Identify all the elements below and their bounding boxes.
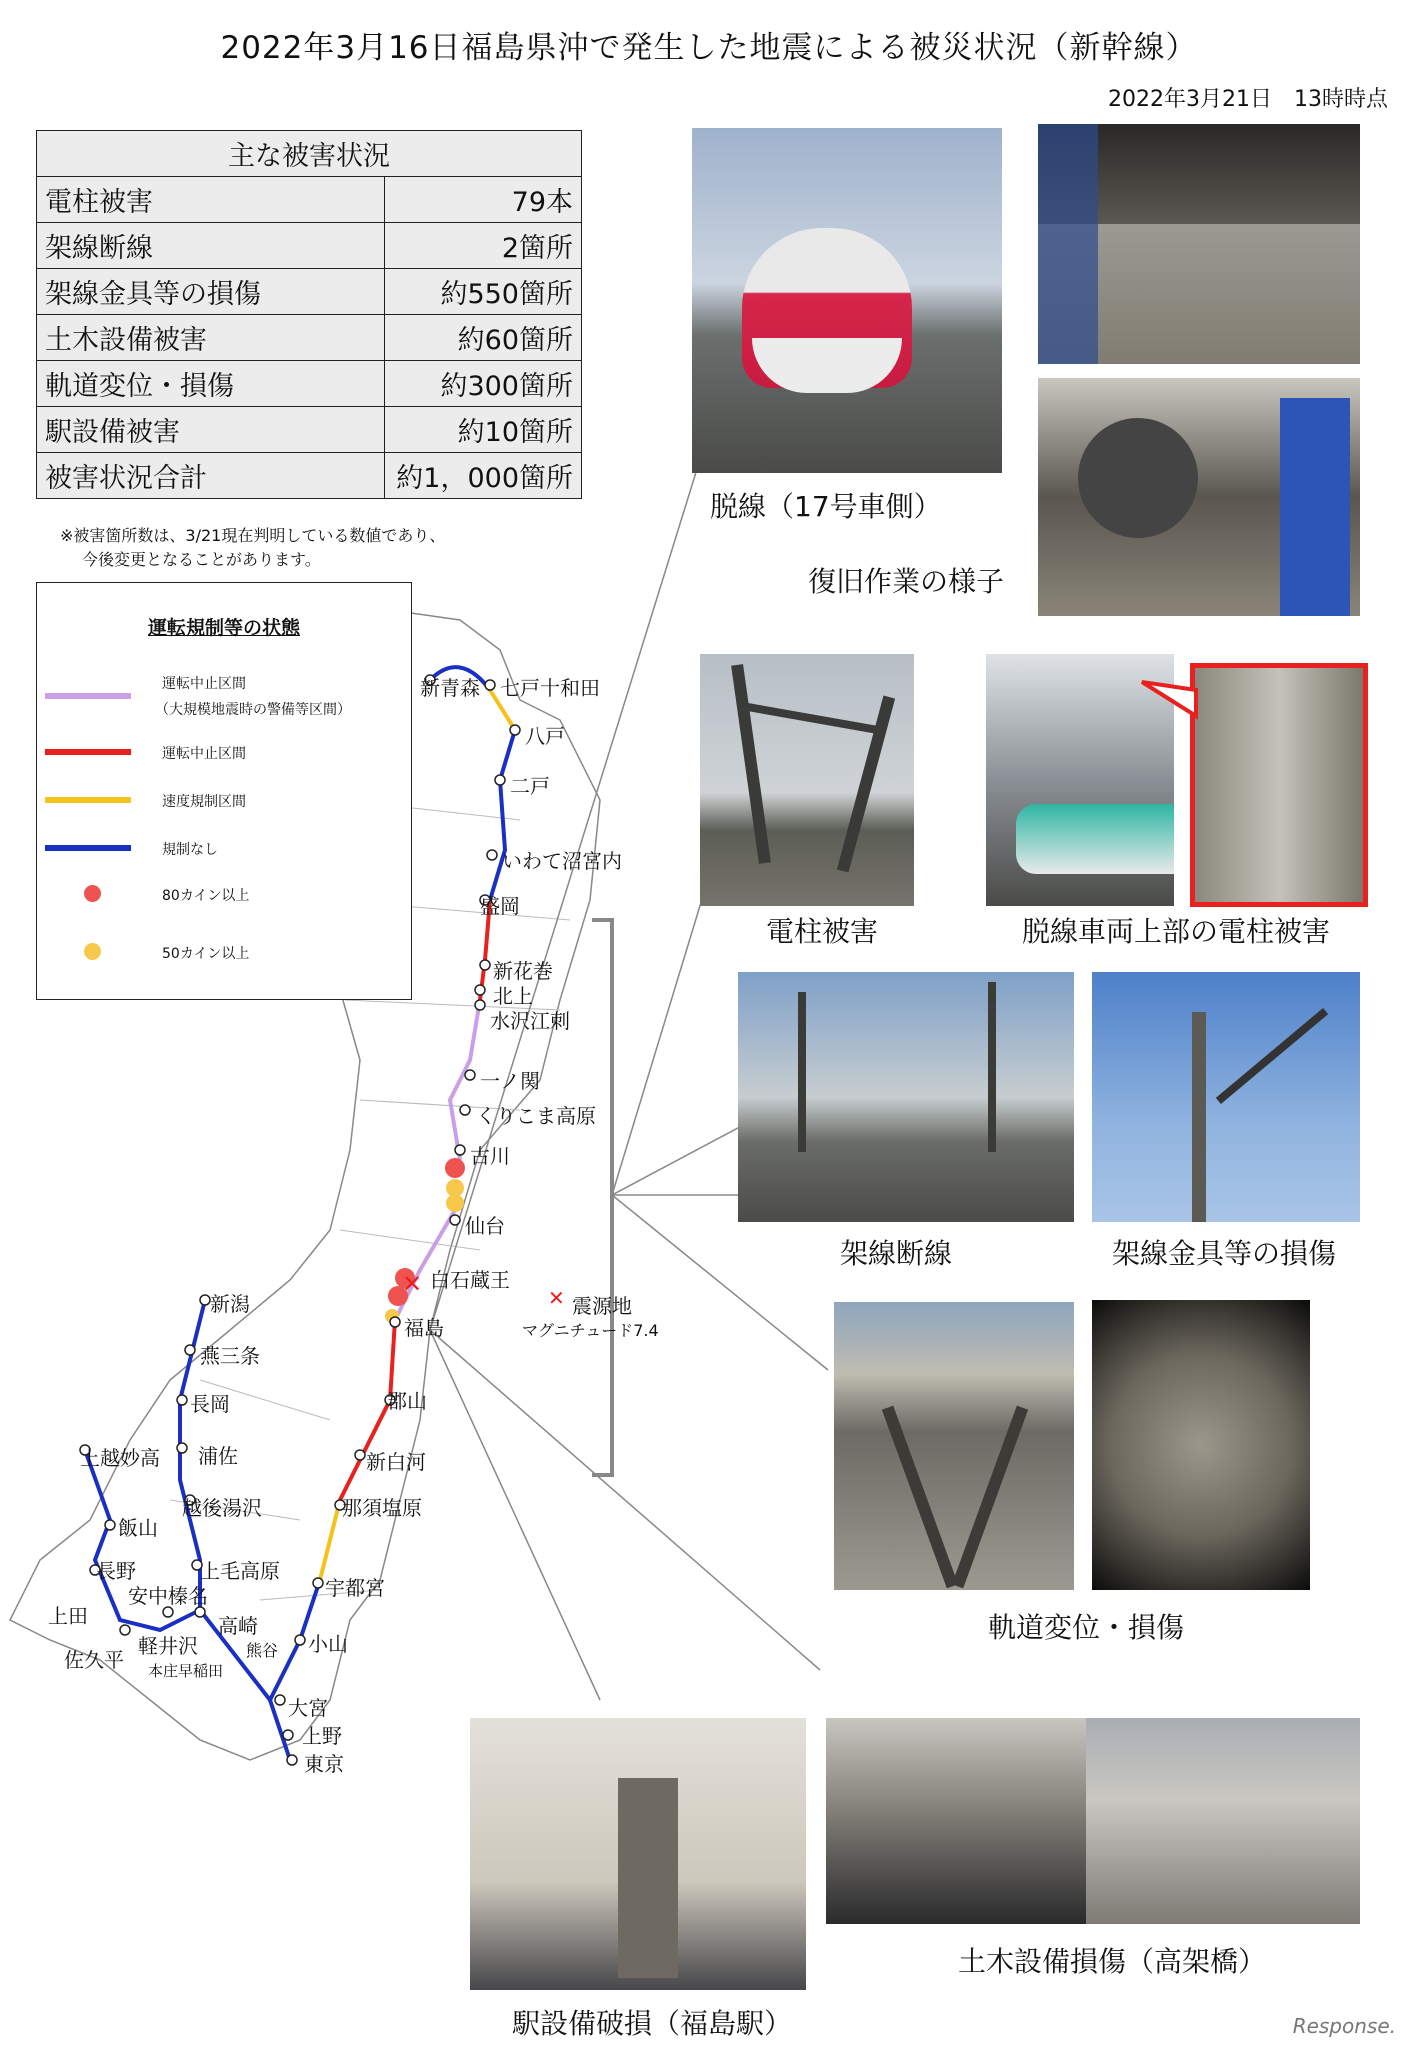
legend-title: 運転規制等の状態 — [147, 617, 300, 639]
photo-viaduct-2 — [1086, 1718, 1360, 1924]
station-label: 長野 — [96, 1559, 136, 1583]
row-label: 軌道変位・損傷 — [37, 361, 385, 407]
legend-dot-yellow — [84, 943, 101, 960]
caption-pole-above: 脱線車両上部の電柱被害 — [1022, 915, 1331, 948]
magnitude-label: マグニチュード7.4 — [522, 1321, 659, 1340]
photo-derailment — [692, 128, 1002, 473]
legend-label: 運転中止区間 — [162, 676, 246, 692]
row-label: 駅設備被害 — [37, 407, 385, 453]
legend — [36, 582, 412, 1000]
station-label: 古川 — [470, 1144, 510, 1168]
station-label: 安中榛名 — [128, 1584, 208, 1608]
shake-dot-80 — [445, 1158, 465, 1178]
station-label: 新花巻 — [493, 959, 553, 983]
photo-viaduct-1 — [826, 1718, 1086, 1924]
caption-recovery: 復旧作業の様子 — [808, 565, 1005, 598]
page-title: 2022年3月16日福島県沖で発生した地震による被災状況（新幹線） — [220, 30, 1198, 66]
caption-track: 軌道変位・損傷 — [988, 1611, 1185, 1644]
station-label: くりこま高原 — [476, 1104, 596, 1128]
caption-wire: 架線断線 — [840, 1237, 953, 1270]
legend-label: 規制なし — [162, 842, 218, 858]
station-label: 北上 — [493, 984, 533, 1008]
station-label: 那須塩原 — [342, 1496, 422, 1520]
station-label: 本庄早稲田 — [148, 1662, 224, 1680]
callout-arrow — [1140, 680, 1200, 720]
station-label: 宇都宮 — [325, 1576, 385, 1600]
legend-label: 80カイン以上 — [162, 888, 250, 904]
station-label: 水沢江刺 — [490, 1009, 570, 1033]
photo-wire-break — [738, 972, 1074, 1222]
station-label: 大宮 — [288, 1696, 328, 1720]
station-label: 上毛高原 — [200, 1559, 280, 1583]
photo-track-displacement — [834, 1302, 1074, 1590]
legend-label: 速度規制区間 — [162, 794, 246, 810]
station-label: 仙台 — [465, 1214, 505, 1238]
legend-swatch-red — [45, 749, 131, 755]
station-label: 盛岡 — [480, 894, 520, 918]
legend-label: 50カイン以上 — [162, 946, 250, 962]
station-label: 越後湯沢 — [182, 1496, 262, 1520]
station-label: 新青森 — [420, 676, 480, 700]
station-label: 上越妙高 — [80, 1446, 160, 1470]
station-label: 飯山 — [118, 1516, 158, 1540]
station-label: 七戸十和田 — [500, 676, 600, 700]
note-line-2: 今後変更となることがあります。 — [82, 550, 321, 569]
station-label: 上野 — [302, 1724, 342, 1748]
station-label: 小山 — [308, 1632, 348, 1656]
legend-dot-red — [84, 885, 101, 902]
row-value: 約1，000箇所 — [385, 453, 582, 499]
row-value: 約300箇所 — [385, 361, 582, 407]
legend-swatch-yellow — [45, 797, 131, 803]
station-label: 浦佐 — [198, 1444, 238, 1468]
damage-table-heading: 主な被害状況 — [37, 131, 582, 177]
legend-label: 運転中止区間 — [162, 746, 246, 762]
shake-dot-50 — [446, 1194, 464, 1212]
photo-recovery-2 — [1038, 378, 1360, 616]
station-label: 新白河 — [366, 1450, 426, 1474]
station-label: 二戸 — [510, 774, 550, 798]
row-label: 土木設備被害 — [37, 315, 385, 361]
row-label: 電柱被害 — [37, 177, 385, 223]
section-bracket — [592, 920, 612, 1475]
epicenter-icon-map: ✕ — [402, 1270, 423, 1298]
station-label: 佐久平 — [64, 1648, 124, 1672]
watermark-logo: Response. — [1292, 2014, 1396, 2038]
caption-station: 駅設備破損（福島駅） — [512, 2007, 793, 2040]
station-label: 燕三条 — [200, 1344, 260, 1368]
station-label: 新潟 — [210, 1292, 250, 1316]
station-label: 上田 — [48, 1604, 88, 1628]
photo-pole-damage — [700, 654, 914, 906]
line-hachinohe-morioka — [490, 730, 515, 900]
station-label: 白石蔵王 — [430, 1268, 510, 1292]
caption-fitting: 架線金具等の損傷 — [1112, 1237, 1337, 1270]
station-label: 軽井沢 — [138, 1634, 198, 1658]
photo-station — [470, 1718, 806, 1990]
station-label: 高崎 — [218, 1614, 258, 1638]
legend-swatch-blue — [45, 845, 131, 851]
station-label: 福島 — [404, 1316, 444, 1340]
photo-pole-closeup — [1190, 663, 1368, 907]
row-label: 架線金具等の損傷 — [37, 269, 385, 315]
station-label: いわて沼宮内 — [502, 849, 622, 873]
caption-civil: 土木設備損傷（高架橋） — [958, 1945, 1267, 1978]
report-date: 2022年3月21日 13時時点 — [1108, 87, 1388, 112]
row-value: 79本 — [385, 177, 582, 223]
photo-fitting-damage — [1092, 972, 1360, 1222]
legend-sublabel: （大規模地震時の警備等区間） — [155, 702, 351, 718]
station-label: 八戸 — [525, 724, 565, 748]
epicenter-label: 震源地 — [572, 1294, 632, 1318]
row-value: 約10箇所 — [385, 407, 582, 453]
row-label: 架線断線 — [37, 223, 385, 269]
note-line-1: ※被害箇所数は、3/21現在判明している数値であり、 — [60, 526, 446, 545]
legend-swatch-purple — [45, 693, 131, 699]
station-label: 熊谷 — [246, 1641, 279, 1660]
line-nasu-utsunomiya — [320, 1500, 340, 1580]
epicenter-icon-label: ✕ — [548, 1286, 565, 1310]
station-label: 長岡 — [190, 1392, 230, 1416]
photo-recovery-1 — [1038, 124, 1360, 364]
station-label: 郡山 — [387, 1389, 427, 1413]
photo-track-night — [1092, 1300, 1310, 1590]
station-label: 一ノ関 — [480, 1069, 540, 1093]
line-mizusawa-sendai — [450, 1000, 480, 1160]
row-value: 約550箇所 — [385, 269, 582, 315]
row-value: 約60箇所 — [385, 315, 582, 361]
row-label: 被害状況合計 — [37, 453, 385, 499]
station-label: 東京 — [304, 1752, 344, 1776]
row-value: 2箇所 — [385, 223, 582, 269]
caption-pole: 電柱被害 — [766, 915, 879, 948]
caption-derailment: 脱線（17号車側） — [710, 490, 942, 523]
